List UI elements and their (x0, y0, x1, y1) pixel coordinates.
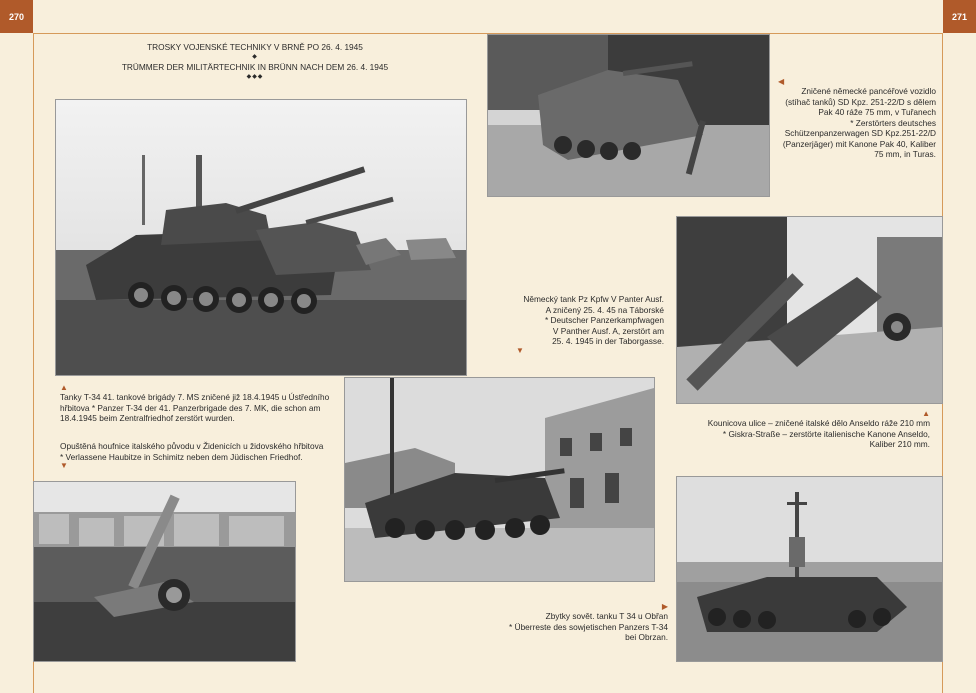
caption-t34 (60, 392, 340, 424)
page-number-right-label: 271 (951, 11, 968, 22)
caption-arrow-left: ◀ (778, 77, 785, 86)
page-title (90, 42, 420, 82)
caption-t34-group (60, 384, 340, 424)
title-german: TRÜMMER DER MILITÄRTECHNIK IN BRÜNN NACH DEM 26. 4. 1945 (121, 62, 389, 72)
caption-panther-line: 25. 4. 1945 in der Taborgasse. (552, 336, 664, 346)
caption-halftrack (778, 86, 936, 160)
caption-panther-line: Německý tank Pz Kpfw V Panter Ausf. (523, 294, 664, 304)
caption-gun-line: Kaliber 210 mm. (869, 439, 930, 449)
caption-t34-czech: Tanky T-34 41. tankové brigády 7. MS zničené již 18.4.1945 u Ústředního hřbitova (60, 392, 330, 413)
caption-halftrack-line: 75 mm, in Turas. (874, 149, 936, 159)
title-czech: TROSKY VOJENSKÉ TECHNIKY V BRNĚ PO 26. 4. 1945 (147, 42, 363, 52)
caption-gun (680, 418, 930, 450)
caption-halftrack-line: Pak 40 ráže 75 mm, v Tuřanech (818, 107, 936, 117)
caption-gun-group (680, 410, 930, 450)
caption-halftrack-line: (Panzerjäger) mit Kanone Pak 40, Kaliber (782, 138, 936, 149)
caption-howitzer (60, 441, 345, 462)
caption-arrow-up: ▲ (922, 409, 930, 418)
caption-panther-group (500, 294, 664, 355)
photo-italian-gun (676, 216, 943, 404)
caption-arrow-up: ▲ (60, 383, 68, 392)
page-number-left-label: 270 (8, 11, 25, 22)
caption-t34-german: * Panzer T-34 der 41. Panzerbrigade des 7. MK, die schon am 18.4.1945 beim Zentralfriedhof zerstört wurden. (60, 402, 321, 423)
photo-howitzer (33, 481, 296, 662)
page-number-right (943, 0, 976, 33)
caption-halftrack-line: * Zerstörters deutsches (850, 117, 936, 128)
caption-arrow-down: ▼ (516, 345, 524, 355)
caption-obrany-line: bei Obrzan. (625, 632, 668, 642)
photo-halftrack (487, 34, 770, 197)
title-ornament: ◆◆◆ (246, 74, 264, 80)
caption-gun-line: * Giskra-Straße – zerstörte italienische Kanone Anseldo, (722, 428, 930, 439)
caption-halftrack-line: Schützenpanzerwagen SD Kpz.251-22/D (784, 128, 936, 138)
title-separator: ◆ (252, 54, 258, 60)
caption-panther (500, 294, 664, 347)
caption-howitzer-czech: Opuštěná houfnice italského původu v Židenicích u židovského hřbitova (60, 441, 324, 451)
photo-panther-street (344, 377, 655, 582)
caption-panther-line: V Panther Ausf. A, zerstört am (552, 325, 664, 336)
caption-halftrack-group (778, 78, 936, 160)
page-number-left (0, 0, 33, 33)
caption-obrany-line: * Überreste des sowjetischen Panzers T-34 (509, 621, 668, 632)
caption-howitzer-german: * Verlassene Haubitze in Schimitz neben dem Jüdischen Friedhof. (60, 451, 303, 462)
caption-obrany (490, 611, 668, 643)
caption-obrany-group (490, 603, 668, 643)
caption-howitzer-group (60, 441, 345, 470)
caption-obrany-line: Zbytky sovět. tanku T 34 u Obřan (545, 611, 668, 621)
caption-panther-line: A zničený 25. 4. 45 na Táborské (545, 304, 664, 315)
caption-arrow-right: ▶ (661, 602, 668, 611)
caption-halftrack-line: Zničené německé pancéřové vozidlo (801, 86, 936, 96)
photo-t34-wreck (676, 476, 943, 662)
photo-t34-tanks (55, 99, 467, 376)
caption-arrow-down: ▼ (60, 461, 68, 470)
caption-panther-line: * Deutscher Panzerkampfwagen (545, 315, 664, 325)
caption-halftrack-line: (stíhač tanků) SD Kpz. 251-22/D s dělem (785, 96, 936, 107)
caption-gun-line: Kounicova ulice – zničené italské dělo Anseldo ráže 210 mm (707, 418, 930, 428)
